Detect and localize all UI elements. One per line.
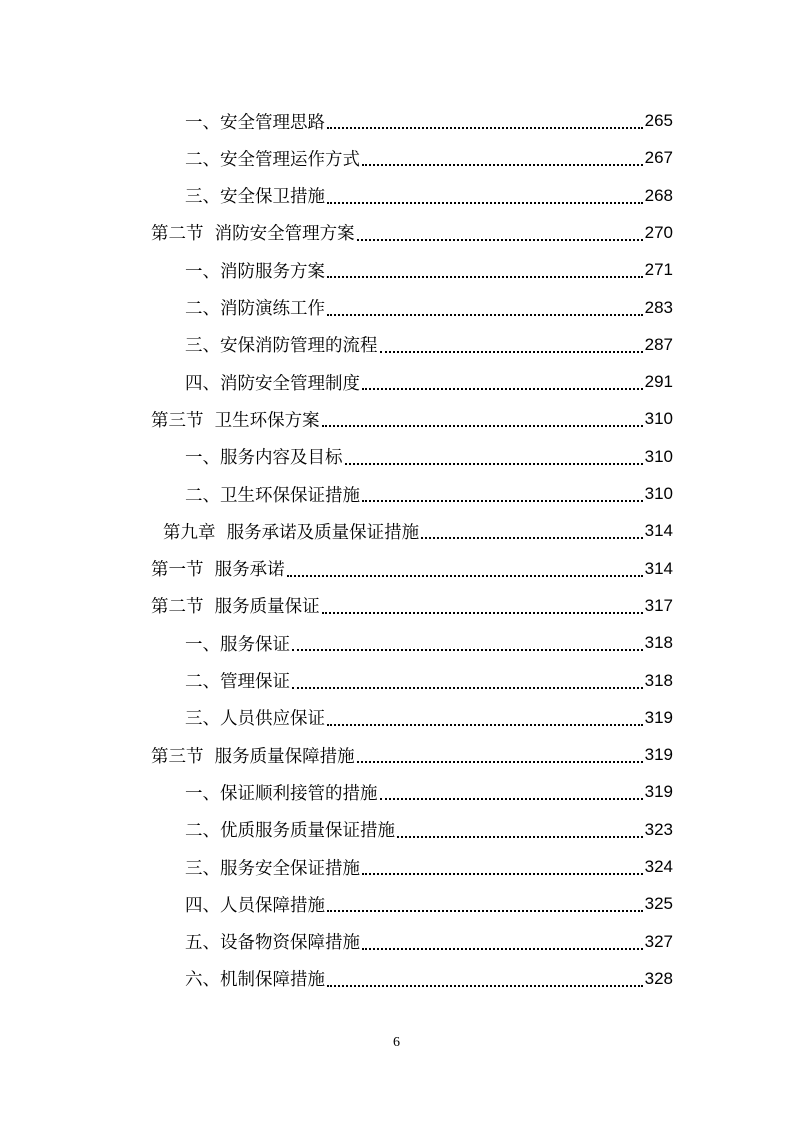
toc-entry-separator	[204, 596, 215, 616]
toc-entry-number: 第三节	[151, 746, 204, 767]
toc-entry[interactable]	[151, 588, 673, 624]
toc-entry-separator: 、	[202, 709, 220, 730]
toc-entry-number: 四	[185, 373, 203, 394]
toc-entry-number: 一	[185, 112, 203, 133]
toc-dot-leader	[362, 932, 643, 952]
toc-entry[interactable]	[151, 737, 673, 773]
toc-entry[interactable]	[185, 774, 673, 810]
toc-entry[interactable]	[185, 252, 673, 288]
toc-dot-leader	[292, 633, 643, 653]
toc-entry-separator	[204, 559, 215, 579]
toc-entry-page-number: 270	[644, 222, 673, 242]
toc-dot-leader	[380, 335, 643, 355]
toc-entry-separator: 、	[202, 261, 220, 282]
toc-entry-separator: 、	[202, 187, 220, 208]
toc-entry-title: 服务内容及目标	[220, 448, 343, 469]
toc-entry[interactable]	[185, 476, 673, 512]
toc-entry-separator	[204, 223, 215, 243]
toc-dot-leader	[327, 708, 643, 728]
toc-entry-page-number: 268	[644, 185, 673, 205]
toc-dot-leader	[327, 186, 643, 206]
toc-dot-leader	[292, 671, 643, 691]
toc-entry-page-number: 314	[644, 558, 673, 578]
toc-entry[interactable]	[185, 140, 673, 176]
toc-entry-page-number: 310	[644, 409, 673, 429]
page-number: 6	[393, 1035, 400, 1050]
toc-entry-number: 三	[185, 858, 203, 879]
toc-entry-title: 安全管理思路	[220, 112, 325, 133]
toc-entry-page-number: 310	[644, 446, 673, 466]
toc-entry-separator: 、	[202, 672, 220, 692]
toc-entry-separator: 、	[202, 485, 220, 506]
toc-entry[interactable]	[151, 401, 673, 437]
toc-entry-page-number: 318	[644, 633, 673, 653]
toc-entry-title: 服务安全保证措施	[220, 858, 360, 879]
toc-entry-number: 第三节	[151, 410, 204, 431]
toc-entry-page-number: 291	[644, 372, 673, 392]
toc-entry[interactable]	[185, 886, 673, 922]
toc-entry-page-number: 327	[644, 931, 673, 951]
toc-entry-number: 三	[185, 187, 203, 208]
toc-entry-title: 卫生环保方案	[214, 410, 320, 431]
toc-entry[interactable]	[185, 812, 673, 848]
toc-entry[interactable]	[151, 551, 673, 587]
toc-entry-page-number: 319	[644, 745, 673, 765]
toc-dot-leader	[380, 782, 643, 802]
toc-entry-number: 四	[185, 895, 203, 916]
toc-entry-title: 人员保障措施	[220, 895, 325, 916]
toc-dot-leader	[322, 409, 643, 429]
toc-entry-number: 二	[185, 672, 203, 692]
toc-entry-separator: 、	[202, 149, 220, 170]
toc-entry-title: 消防演练工作	[220, 299, 325, 319]
toc-entry-page-number: 287	[644, 334, 673, 354]
toc-entry[interactable]	[185, 849, 673, 885]
toc-entry-page-number: 317	[644, 595, 673, 615]
toc-dot-leader	[327, 260, 643, 280]
toc-entry-title: 卫生环保保证措施	[220, 485, 360, 506]
toc-entry-title: 安全保卫措施	[220, 187, 325, 208]
toc-entry-separator: 、	[202, 373, 220, 394]
toc-dot-leader	[362, 484, 643, 504]
toc-entry-page-number: 328	[644, 968, 673, 988]
toc-dot-leader	[327, 298, 643, 318]
toc-entry-page-number: 323	[644, 819, 673, 839]
toc-entry-page-number: 265	[644, 111, 673, 130]
toc-dot-leader	[287, 559, 643, 579]
toc-entry-title: 服务承诺及质量保证措施	[226, 522, 420, 543]
toc-entry-title: 设备物资保障措施	[220, 933, 360, 954]
toc-entry-separator: 、	[202, 336, 220, 357]
toc-entry-page-number: 310	[644, 484, 673, 503]
toc-entry-number: 三	[185, 336, 203, 357]
toc-entry-separator: 、	[202, 634, 220, 655]
toc-entry-page-number: 319	[644, 707, 673, 727]
toc-entry-title: 服务质量保障措施	[214, 746, 355, 767]
toc-dot-leader	[421, 521, 642, 541]
toc-entry-number: 第二节	[151, 224, 204, 245]
toc-entry-separator: 、	[202, 112, 220, 133]
toc-entry-number: 第一节	[151, 560, 204, 581]
toc-dot-leader	[362, 857, 643, 877]
toc-entry-number: 一	[185, 448, 203, 469]
toc-entry-page-number: 324	[644, 857, 673, 876]
toc-entry-separator	[216, 521, 227, 541]
toc-entry-number: 一	[185, 783, 203, 804]
toc-entry-number: 一	[185, 261, 203, 282]
toc-entry-number: 六	[185, 970, 203, 991]
toc-entry[interactable]	[185, 625, 673, 661]
toc-dot-leader	[322, 596, 643, 616]
toc-entry-separator	[204, 409, 215, 429]
toc-entry-title: 服务质量保证	[214, 597, 320, 618]
toc-dot-leader	[357, 745, 643, 765]
toc-entry-number: 五	[185, 933, 203, 954]
toc-entry-title: 安保消防管理的流程	[220, 336, 378, 357]
toc-entry-page-number: 283	[644, 297, 673, 317]
toc-dot-leader	[362, 372, 643, 392]
toc-entry-title: 优质服务质量保证措施	[220, 821, 395, 842]
toc-entry-title: 安全管理运作方式	[220, 149, 360, 170]
toc-entry-separator: 、	[202, 933, 220, 954]
toc-dot-leader	[357, 223, 643, 243]
toc-entry-title: 保证顺利接管的措施	[220, 783, 378, 804]
toc-entry-number: 第二节	[151, 597, 204, 618]
toc-entry-separator: 、	[202, 783, 220, 804]
toc-entry[interactable]	[163, 513, 673, 549]
toc-entry-page-number: 318	[644, 670, 673, 690]
toc-entry-number: 二	[185, 149, 203, 170]
toc-entry-separator: 、	[202, 970, 220, 991]
toc-entry-separator: 、	[202, 858, 220, 879]
toc-entry-number: 二	[185, 485, 203, 506]
toc-entry[interactable]	[185, 663, 673, 699]
toc-entry-separator: 、	[202, 448, 220, 469]
toc-entry-page-number: 267	[644, 148, 673, 168]
toc-entry-title: 服务保证	[220, 634, 290, 655]
toc-entry-title: 消防安全管理制度	[220, 373, 360, 394]
toc-entry-title: 消防安全管理方案	[214, 224, 355, 245]
toc-entry[interactable]	[185, 700, 673, 736]
toc-entry-number: 二	[185, 821, 203, 842]
toc-entry-number: 一	[185, 634, 203, 655]
toc-entry-title: 管理保证	[220, 672, 290, 692]
toc-entry[interactable]	[185, 327, 673, 363]
toc-entry-number: 三	[185, 709, 203, 730]
toc-dot-leader	[362, 148, 643, 168]
toc-entry[interactable]	[185, 439, 673, 475]
toc-entry[interactable]	[185, 103, 673, 139]
toc-dot-leader	[327, 111, 643, 131]
toc-entry-title: 机制保障措施	[220, 970, 325, 991]
toc-dot-leader	[397, 820, 643, 840]
toc-entry-separator: 、	[202, 895, 220, 916]
toc-entry-number: 二	[185, 299, 203, 319]
toc-entry-title: 人员供应保证	[220, 709, 325, 730]
toc-entry[interactable]	[151, 215, 673, 251]
toc-dot-leader	[327, 969, 643, 989]
toc-entry[interactable]	[185, 364, 673, 400]
toc-entry-title: 服务承诺	[214, 560, 285, 581]
toc-entry-page-number: 325	[644, 894, 673, 914]
toc-dot-leader	[327, 894, 643, 914]
toc-entry[interactable]	[185, 290, 673, 326]
toc-entry-separator: 、	[202, 299, 220, 319]
toc-entry-page-number: 319	[644, 782, 673, 802]
toc-entry-page-number: 314	[644, 521, 673, 541]
toc-entry-page-number: 271	[644, 260, 673, 280]
toc-dot-leader	[345, 447, 643, 467]
toc-entry-separator: 、	[202, 821, 220, 842]
toc-entry[interactable]	[185, 961, 673, 997]
toc-entry[interactable]	[185, 924, 673, 960]
toc-entry-title: 消防服务方案	[220, 261, 325, 282]
toc-entry[interactable]	[185, 178, 673, 214]
toc-entry-number: 第九章	[163, 522, 216, 543]
toc-entry-separator	[204, 745, 215, 765]
